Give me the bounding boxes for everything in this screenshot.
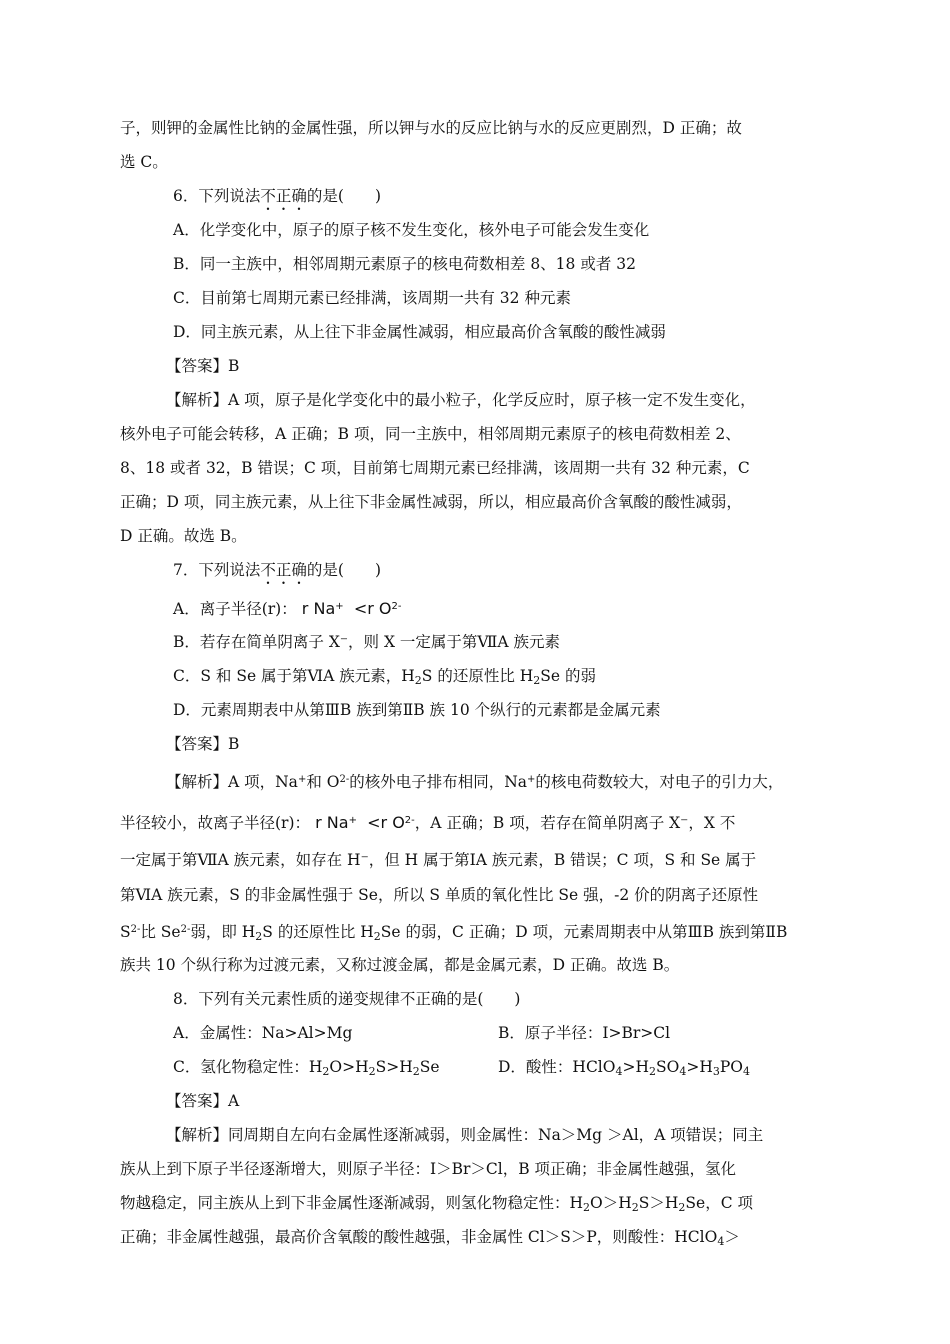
question-7-stem [173,560,381,588]
option-text: O>H [329,1058,369,1076]
formula [310,813,415,832]
explanation-line: 【解析】同周期自左向右金属性逐渐减弱，则金属性：Na＞Mg ＞Al，A 项错误；同主 [166,1126,764,1144]
text-part: S [120,923,131,941]
superscript: 2- [130,924,141,935]
subscript: 3 [712,1065,720,1078]
question-6-option-c: C．目前第七周期元素已经排满，该周期一共有 32 种元素 [173,289,571,307]
formula-part: O [378,599,392,618]
subscript: 4 [717,1235,725,1248]
question-7-option-c [173,666,596,691]
superscript: 2- [391,601,402,612]
question-8-option-d [498,1057,750,1082]
explanation-line: 族从上到下原子半径逐渐增大，则原子半径：I＞Br＞Cl，B 项正确；非金属性越强，氢化 [120,1160,737,1178]
text-part: Se，C 项 [685,1194,753,1212]
question-6-stem [173,186,381,214]
stem-suffix: 的是( ) [306,187,381,205]
question-7-option-b: B．若存在简单阴离子 X⁻，则 X 一定属于第ⅦA 族元素 [173,633,561,651]
option-text: S>H [375,1058,413,1076]
subscript: 2 [412,1065,420,1078]
explanation-line [120,811,735,833]
text-part: 的核外电子排布相同，Na [349,773,528,791]
explanation-line: 族共 10 个纵行称为过渡元素，又称过渡金属，都是金属元素，D 正确。故选 B。 [120,956,680,974]
formula-part: <r [367,813,388,832]
option-text: PO [719,1058,743,1076]
formula-part: Na [313,599,336,618]
superscript: + [527,774,536,785]
subscript: 2 [583,1201,591,1214]
subscript: 2 [649,1065,656,1078]
explanation-line [120,920,787,947]
text-part: Se 的弱，C 正确；D 项，元素周期表中从第ⅢB 族到第ⅡB [380,923,788,941]
option-text: Se 的弱 [540,667,596,685]
formula-part: Na [326,813,349,832]
question-7-answer: 【答案】B [166,735,240,753]
explanation-line [120,1227,740,1252]
question-6-option-a: A．化学变化中，原子的原子核不发生变化，核外电子可能会发生变化 [173,221,650,239]
superscript: 2- [404,815,415,826]
option-text: A．离子半径(r)： [173,600,297,618]
emphasized-text: 不正确 [260,561,307,579]
question-8-stem: 8．下列有关元素性质的递变规律不正确的是( ) [173,990,521,1008]
formula-part: r [301,599,309,618]
option-text: Se [419,1058,440,1076]
explanation-line [166,770,783,792]
subscript: 2 [678,1201,686,1214]
superscript: + [297,774,307,785]
question-6-answer: 【答案】B [166,357,240,375]
option-text: D．酸性：HClO [498,1058,616,1076]
formula [297,599,402,618]
question-7-option-d: D．元素周期表中从第ⅢB 族到第ⅡB 族 10 个纵行的元素都是金属元素 [173,701,661,719]
question-8-answer: 【答案】A [166,1092,240,1110]
option-text: S 的还原性比 H [421,667,534,685]
subscript: 4 [615,1065,623,1078]
stem-prefix: 7．下列说法 [173,561,261,579]
formula-part: r [315,813,322,832]
stem-prefix: 6．下列说法 [173,187,261,205]
question-6-option-d: D．同主族元素，从上往下非金属性减弱，相应最高价含氧酸的酸性减弱 [173,323,666,341]
subscript: 2 [373,930,381,943]
subscript: 2 [322,1065,330,1078]
text-part: 正确；非金属性越强，最高价含氧酸的酸性越强，非金属性 Cl＞S＞P，则酸性：HClO [120,1228,718,1246]
question-8-option-a: A．金属性：Na>Al>Mg [173,1024,353,1042]
formula-part: O [392,813,405,832]
question-6-option-b: B．同一主族中，相邻周期元素原子的核电荷数相差 8、18 或者 32 [173,255,636,273]
option-text: >H [622,1058,649,1076]
explanation-line: 一定属于第ⅦA 族元素，如存在 H⁻，但 H 属于第ⅠA 族元素，B 错误；C 项，S 和 Se 属于 [120,851,757,869]
subscript: 2 [414,674,422,687]
text-part: O＞H [590,1194,632,1212]
option-text: C．氢化物稳定性：H [173,1058,323,1076]
superscript: + [335,601,344,612]
subscript: 2 [368,1065,376,1078]
text-part: 半径较小，故离子半径(r)： [120,814,311,832]
option-text: >H [686,1058,713,1076]
explanation-line: 8、18 或者 32，B 错误；C 项，目前第七周期元素已经排满，该周期一共有 32 种元素，C [120,459,750,477]
subscript: 4 [679,1065,687,1078]
explanation-line: 核外电子可能会转移，A 正确；B 项，同一主族中，相邻周期元素原子的核电荷数相差 2、 [120,425,741,443]
text-part: 物越稳定，同主族从上到下非金属性逐渐减弱，则氢化物稳定性：H [120,1194,584,1212]
explanation-line [120,1193,753,1218]
explanation-line: 【解析】A 项，原子是化学变化中的最小粒子，化学反应时，原子核一定不发生变化， [166,391,756,409]
text-part: ，A 正确；B 项，若存在简单阴离子 X⁻，X 不 [414,814,736,832]
text-part: 弱，即 H [190,923,256,941]
text-part: 和 O [306,773,340,791]
text-line: 子，则钾的金属性比钠的金属性强，所以钾与水的反应比钠与水的反应更剧烈，D 正确；故 [120,119,742,137]
question-8-option-b: B．原子半径：I>Br>Cl [498,1024,671,1042]
text-part: S 的还原性比 H [262,923,374,941]
text-part: 的核电荷数较大，对电子的引力大， [535,773,784,791]
explanation-line: 第ⅥA 族元素，S 的非金属性强于 Se，所以 S 单质的氧化性比 Se 强，-2 价的阴离子还原性 [120,886,759,904]
explanation-line: D 正确。故选 B。 [120,527,247,545]
subscript: 4 [742,1065,750,1078]
text-part: S＞H [638,1194,679,1212]
superscript: 2- [180,924,191,935]
question-8-option-c [173,1057,440,1082]
text-part: ＞ [724,1228,740,1246]
explanation-line: 正确；D 项，同主族元素，从上往下非金属性减弱，所以，相应最高价含氧酸的酸性减弱， [120,493,742,511]
superscript: 2- [339,774,350,785]
text-line: 选 C。 [120,153,168,171]
subscript: 2 [255,930,263,943]
text-part: 【解析】A 项，Na [166,773,298,791]
question-7-option-a [173,597,401,619]
superscript: + [348,815,357,826]
option-text: C．S 和 Se 属于第ⅥA 族元素，H [173,667,415,685]
stem-suffix: 的是( ) [306,561,381,579]
emphasized-text: 不正确 [260,187,307,205]
subscript: 2 [631,1201,639,1214]
text-part: 比 Se [140,923,181,941]
subscript: 2 [533,674,541,687]
formula-part: <r [353,599,374,618]
option-text: SO [656,1058,680,1076]
